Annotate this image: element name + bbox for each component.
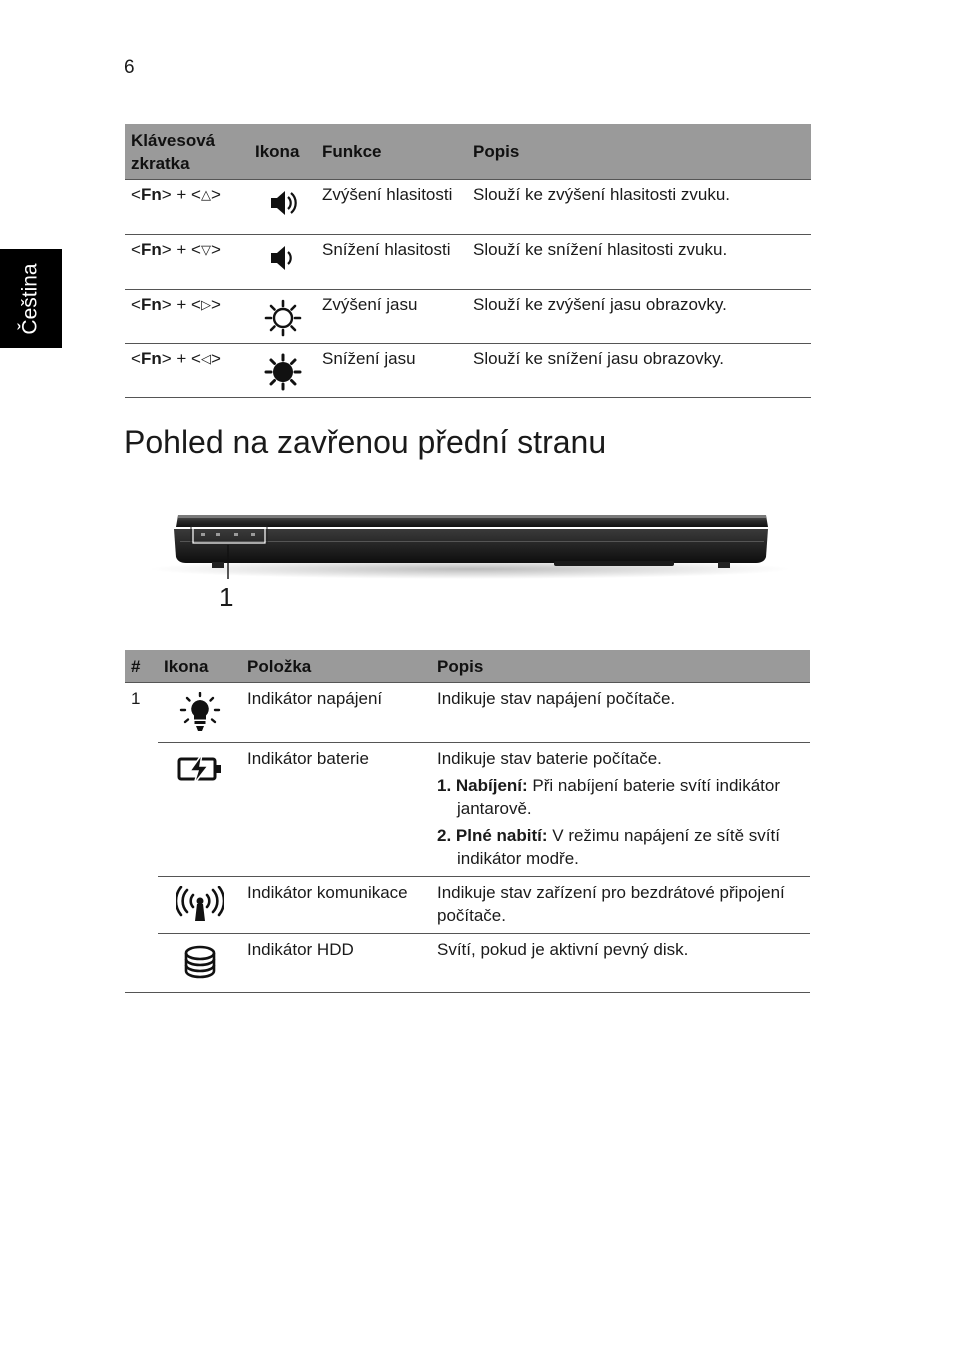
- col-header-description: Popis: [431, 650, 810, 683]
- shortcuts-header-row: [125, 124, 811, 180]
- description-cell: [431, 743, 810, 877]
- language-tab: [0, 249, 62, 348]
- table-row: [125, 344, 811, 398]
- number-cell: [125, 743, 158, 877]
- table-row: [125, 934, 810, 993]
- icon-cell: [249, 180, 316, 235]
- function-cell: Snížení jasu: [316, 344, 467, 398]
- col-header-function: Funkce: [316, 124, 467, 180]
- col-header-description: Popis: [467, 124, 811, 180]
- icon-cell: [158, 683, 241, 743]
- col-header-icon: Ikona: [249, 124, 316, 180]
- shortcuts-table: [125, 124, 811, 398]
- volume-up-icon: [268, 188, 298, 218]
- description-cell: Slouží ke zvýšení jasu obrazovky.: [467, 290, 811, 344]
- list-item: [437, 774, 804, 820]
- plus-sign: +: [176, 240, 187, 259]
- list-item-text: V režimu napájení ze sítě svítí indikátor modře.: [457, 826, 780, 868]
- function-cell: Snížení hlasitosti: [316, 235, 467, 290]
- item-cell: Indikátor komunikace: [241, 877, 431, 934]
- number-cell: 1: [125, 683, 158, 743]
- function-cell: Zvýšení jasu: [316, 290, 467, 344]
- number-cell: [125, 934, 158, 993]
- battery-description: Indikuje stav baterie počítače.: [437, 749, 662, 768]
- arrow-up-key: △: [200, 187, 211, 202]
- table-row: [125, 180, 811, 235]
- shortcut-cell: <Fn> + <▽>: [125, 235, 249, 290]
- icon-cell: [249, 235, 316, 290]
- laptop-front-view-illustration: [150, 505, 790, 585]
- description-cell: Slouží ke snížení jasu obrazovky.: [467, 344, 811, 398]
- description-cell: Svítí, pokud je aktivní pevný disk.: [431, 934, 810, 993]
- shortcut-cell: <Fn> + <△>: [125, 180, 249, 235]
- table-row: [125, 877, 810, 934]
- list-item: [437, 824, 804, 870]
- indicators-table: [125, 650, 810, 993]
- indicators-header-row: [125, 650, 810, 683]
- list-item-text: Při nabíjení baterie svítí indikátor jantarově.: [457, 776, 780, 818]
- col-header-icon: Ikona: [158, 650, 241, 683]
- shortcut-cell: <Fn> + <◁>: [125, 344, 249, 398]
- arrow-right-key: ▷: [200, 297, 211, 312]
- brightness-up-icon: [263, 298, 303, 338]
- col-header-shortcut: Klávesová zkratka: [125, 124, 249, 180]
- power-indicator-icon: [178, 692, 222, 736]
- fn-key: Fn: [140, 185, 162, 204]
- wireless-indicator-icon: [176, 886, 224, 924]
- icon-cell: [158, 934, 241, 993]
- table-row: [125, 290, 811, 344]
- shortcut-cell: <Fn> + <▷>: [125, 290, 249, 344]
- language-tab-label: Čeština: [19, 262, 43, 335]
- description-cell: Slouží ke zvýšení hlasitosti zvuku.: [467, 180, 811, 235]
- number-cell: [125, 877, 158, 934]
- arrow-left-key: ◁: [200, 351, 211, 366]
- arrow-down-key: ▽: [200, 242, 211, 257]
- description-cell: Slouží ke snížení hlasitosti zvuku.: [467, 235, 811, 290]
- icon-cell: [249, 344, 316, 398]
- hdd-indicator-icon: [180, 943, 220, 983]
- table-row: [125, 235, 811, 290]
- callout-number: 1: [219, 582, 234, 612]
- list-item-label: 1. Nabíjení:: [437, 776, 528, 795]
- plus-sign: +: [176, 185, 187, 204]
- fn-key: Fn: [140, 349, 162, 368]
- item-cell: Indikátor napájení: [241, 683, 431, 743]
- col-header-item: Položka: [241, 650, 431, 683]
- plus-sign: +: [176, 349, 187, 368]
- table-row: [125, 743, 810, 877]
- item-cell: Indikátor baterie: [241, 743, 431, 877]
- icon-cell: [158, 743, 241, 877]
- function-cell: Zvýšení hlasitosti: [316, 180, 467, 235]
- description-cell: Indikuje stav napájení počítače.: [431, 683, 810, 743]
- brightness-down-icon: [263, 352, 303, 392]
- icon-cell: [249, 290, 316, 344]
- fn-key: Fn: [140, 240, 162, 259]
- description-cell: Indikuje stav zařízení pro bezdrátové připojení počítače.: [431, 877, 810, 934]
- col-header-number: #: [125, 650, 158, 683]
- page-number: 6: [124, 57, 135, 78]
- plus-sign: +: [176, 295, 187, 314]
- table-row: [125, 683, 810, 743]
- fn-key: Fn: [140, 295, 162, 314]
- item-cell: Indikátor HDD: [241, 934, 431, 993]
- section-heading: Pohled na zavřenou přední stranu: [124, 424, 607, 460]
- icon-cell: [158, 877, 241, 934]
- volume-down-icon: [268, 243, 298, 273]
- battery-indicator-icon: [176, 752, 224, 786]
- list-item-label: 2. Plné nabití:: [437, 826, 548, 845]
